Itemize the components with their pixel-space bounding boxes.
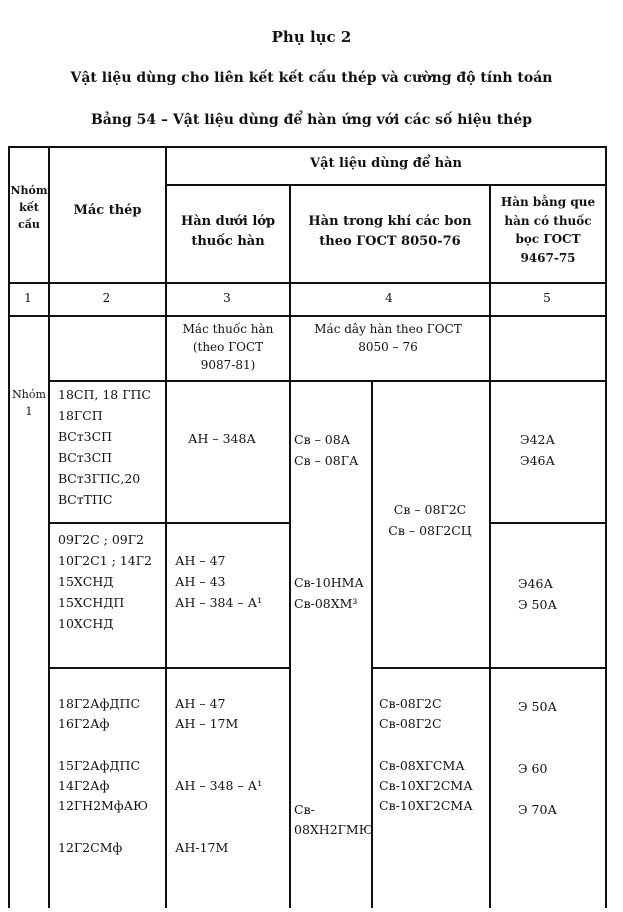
subheader-flux: Mác thuốc hàn (theo ГОСТ 9087-81)	[182, 322, 274, 372]
steel-grade: 18ГСП	[58, 408, 103, 423]
steel-grade: ВСтТПС	[58, 492, 113, 507]
header-submerged: Hàn dưới lớp thuốc hàn	[180, 214, 276, 250]
flux-list-3	[175, 694, 262, 858]
wire-grade: Св – 08А	[294, 432, 351, 447]
table-border-top	[8, 146, 606, 148]
column-number: 1	[24, 291, 32, 305]
wire-grade: Св-	[294, 802, 315, 817]
steel-grade: 15ХСНД	[58, 574, 114, 589]
steel-grade: 09Г2С ; 09Г2	[58, 532, 144, 547]
subheader-wire: Mác dây hàn theo ГОСТ 8050 – 76	[314, 322, 462, 354]
steel-grade: 14Г2Аф	[58, 778, 110, 793]
steel-list-1	[58, 384, 151, 510]
steel-grade: 10ХСНД	[58, 616, 114, 631]
header-electrode: Hàn bằng que hàn có thuốc bọc ГОСТ 9467-75	[500, 195, 596, 265]
flux-list-2	[175, 550, 262, 613]
electrode-list-3	[518, 697, 557, 820]
steel-list-3	[58, 694, 148, 858]
wire-grade: Св-08Г2С	[379, 696, 442, 711]
table-rule	[165, 146, 167, 908]
table-rule	[48, 380, 606, 382]
flux-grade: АН-17М	[175, 840, 229, 855]
steel-grade: ВСт3СП	[58, 429, 113, 444]
wire-grade: Св-08ХМ³	[294, 596, 358, 611]
table-border-right	[605, 146, 607, 908]
table-rule	[48, 522, 289, 524]
electrode-grade: Э46А	[520, 453, 555, 468]
wire-grade: Св – 08ГА	[294, 453, 359, 468]
electrode-grade: Э 50А	[518, 597, 557, 612]
table-rule	[8, 315, 606, 317]
steel-grade: ВСт3ГПС,20	[58, 471, 141, 486]
appendix-title: Phụ lục 2	[271, 28, 352, 46]
steel-grade: 10Г2С1 ; 14Г2	[58, 553, 152, 568]
header-co2: Hàn trong khí các bon theo ГОСТ 8050-76	[308, 214, 472, 250]
flux-grade: АН – 43	[175, 574, 226, 589]
wire-list-3b	[379, 694, 473, 816]
electrode-list-1	[520, 429, 555, 471]
steel-grade: 18Г2АфДПС	[58, 696, 141, 711]
table-border-left	[8, 146, 10, 908]
steel-grade: 12ГН2МфАЮ	[58, 798, 149, 813]
wire-grade: Св-08Г2С	[379, 716, 442, 731]
flux-grade: АН – 348А	[188, 431, 256, 446]
wire-grade: Св-10ХГ2СМА	[379, 778, 473, 793]
electrode-grade: Э46А	[518, 576, 553, 591]
steel-list-2	[58, 529, 152, 634]
flux-grade: АН – 17М	[175, 716, 239, 731]
table-rule	[48, 146, 50, 908]
flux-grade: АН – 47	[175, 696, 226, 711]
steel-grade: 12Г2СМф	[58, 840, 123, 855]
electrode-grade: Э 50А	[518, 699, 557, 714]
electrode-list-2	[518, 573, 557, 615]
wire-list-shared	[373, 499, 487, 541]
wire-grade: Св-10ХГ2СМА	[379, 798, 473, 813]
column-number: 4	[385, 291, 393, 305]
table-caption: Bảng 54 – Vật liệu dùng để hàn ứng với các số hiệu thép	[90, 112, 533, 128]
flux-list-1	[188, 428, 256, 449]
flux-grade: АН – 384 – А¹	[175, 595, 263, 610]
electrode-grade: Э 60	[518, 761, 548, 776]
column-number: 3	[223, 291, 231, 305]
steel-grade: 18СП, 18 ГПС	[58, 387, 151, 402]
steel-grade: 16Г2Аф	[58, 716, 110, 731]
electrode-grade: Э 70А	[518, 802, 557, 817]
steel-grade: 15Г2АфДПС	[58, 758, 141, 773]
wire-grade: Св – 08Г2С	[393, 502, 467, 517]
wire-list-2	[294, 572, 364, 614]
header-steel: Mác thép	[73, 203, 142, 218]
wire-list-3	[294, 800, 374, 840]
table-rule	[165, 184, 606, 186]
electrode-grade: Э42А	[520, 432, 555, 447]
table-rule	[48, 667, 289, 669]
group-label: Nhóm 1	[12, 388, 46, 419]
column-number: 5	[543, 291, 551, 305]
wire-grade: Св-08ХГСМА	[379, 758, 465, 773]
document-subtitle: Vật liệu dùng cho liên kết kết cấu thép và cường độ tính toán	[70, 70, 553, 86]
wire-grade: Св – 08Г2СЦ	[388, 523, 472, 538]
header-welding-materials: Vật liệu dùng để hàn	[310, 156, 462, 171]
header-group: Nhóm kết cấu	[10, 184, 48, 232]
steel-grade: ВСт3СП	[58, 450, 113, 465]
wire-grade: 08ХН2ГМЮ	[294, 822, 374, 837]
column-number: 2	[102, 291, 111, 305]
flux-grade: АН – 47	[175, 553, 226, 568]
table-rule	[8, 282, 606, 284]
wire-grade: Св-10НМА	[294, 575, 364, 590]
steel-grade: 15ХСНДП	[58, 595, 125, 610]
table-rule	[489, 522, 606, 524]
wire-list-1	[294, 429, 358, 471]
flux-grade: АН – 348 – А¹	[175, 778, 263, 793]
